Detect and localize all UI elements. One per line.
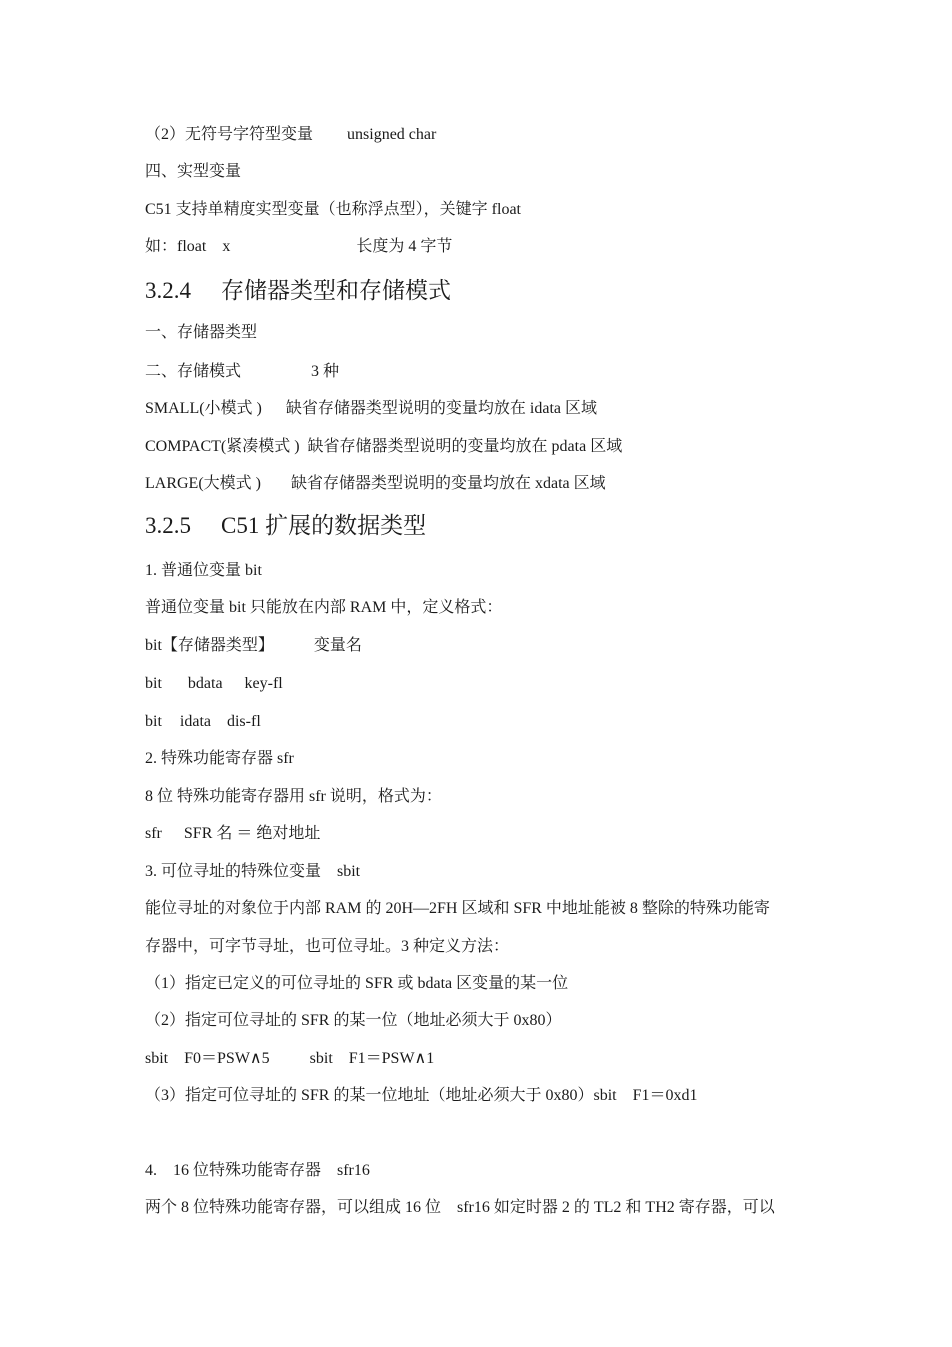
text-line	[145, 674, 283, 694]
text-segment: LARGE(大模式 )	[145, 475, 261, 492]
text-segment: 变量名	[313, 637, 362, 654]
text-line: 四、实型变量	[145, 163, 242, 180]
text-line	[145, 125, 436, 145]
text-segment: 二、存储模式	[145, 363, 242, 380]
text-segment: SMALL(小模式 )	[145, 400, 262, 417]
text-segment: bit	[145, 713, 162, 730]
text-line	[145, 437, 622, 457]
text-segment: 缺省存储器类型说明的变量均放在 pdata 区域	[307, 438, 623, 455]
text-line: 4. 16 位特殊功能寄存器 sfr16	[145, 1162, 370, 1179]
section-heading	[145, 277, 451, 305]
text-line: 两个 8 位特殊功能寄存器，可以组成 16 位 sfr16 如定时器 2 的 TL2 和 TH2 寄存器，可以	[145, 1199, 775, 1216]
text-line	[145, 362, 339, 382]
text-segment: unsigned char	[347, 126, 437, 143]
text-segment: sbit F1＝PSW∧1	[309, 1050, 435, 1067]
text-segment: 3 种	[311, 363, 340, 380]
text-line	[145, 1049, 434, 1069]
text-line: C51 支持单精度实型变量（也称浮点型），关键字 float	[145, 201, 521, 218]
text-line: 2. 特殊功能寄存器 sfr	[145, 750, 294, 767]
text-line	[145, 712, 261, 732]
section-heading	[145, 512, 426, 540]
text-segment: bdata	[187, 675, 223, 692]
text-line	[145, 474, 606, 494]
text-segment: 如：float x	[145, 238, 231, 255]
section-number: 3.2.5	[145, 513, 191, 538]
text-segment: idata	[179, 713, 211, 730]
text-line: 普通位变量 bit 只能放在内部 RAM 中，定义格式：	[145, 599, 503, 616]
section-title: C51 扩展的数据类型	[221, 513, 427, 538]
text-line	[145, 399, 597, 419]
text-line: 能位寻址的对象位于内部 RAM 的 20H—2FH 区域和 SFR 中地址能被 8 整除的特殊功能寄	[145, 900, 770, 917]
text-line: 1. 普通位变量 bit	[145, 562, 262, 579]
section-number: 3.2.4	[145, 278, 191, 303]
text-line: 8 位 特殊功能寄存器用 sfr 说明，格式为：	[145, 788, 442, 805]
text-segment: key-fl	[244, 675, 283, 692]
text-segment: bit	[145, 675, 162, 692]
text-line: 一、存储器类型	[145, 324, 258, 341]
text-segment: 长度为 4 字节	[356, 238, 453, 255]
text-line: （2）指定可位寻址的 SFR 的某一位（地址必须大于 0x80）	[145, 1012, 562, 1029]
text-segment: SFR 名 ＝ 绝对地址	[183, 825, 321, 842]
text-segment: bit【存储器类型】	[145, 637, 274, 654]
text-segment: dis-fl	[226, 713, 261, 730]
text-line	[145, 636, 362, 656]
text-line: 3. 可位寻址的特殊位变量 sbit	[145, 863, 361, 880]
section-title: 存储器类型和存储模式	[221, 278, 451, 303]
text-segment: 缺省存储器类型说明的变量均放在 idata 区域	[285, 400, 597, 417]
text-line	[145, 824, 320, 844]
text-line	[145, 237, 452, 257]
text-segment: 缺省存储器类型说明的变量均放在 xdata 区域	[291, 475, 606, 492]
text-line: （3）指定可位寻址的 SFR 的某一位地址（地址必须大于 0x80）sbit F1＝0xd1	[145, 1087, 698, 1104]
text-line: 存器中，可字节寻址，也可位寻址。3 种定义方法：	[145, 938, 510, 955]
text-segment: sfr	[145, 825, 162, 842]
text-segment: COMPACT(紧凑模式 )	[145, 438, 300, 455]
text-segment: sbit F0＝PSW∧5	[145, 1050, 270, 1067]
text-segment: （2）无符号字符型变量	[145, 126, 314, 143]
text-line: （1）指定已定义的可位寻址的 SFR 或 bdata 区变量的某一位	[145, 975, 569, 992]
